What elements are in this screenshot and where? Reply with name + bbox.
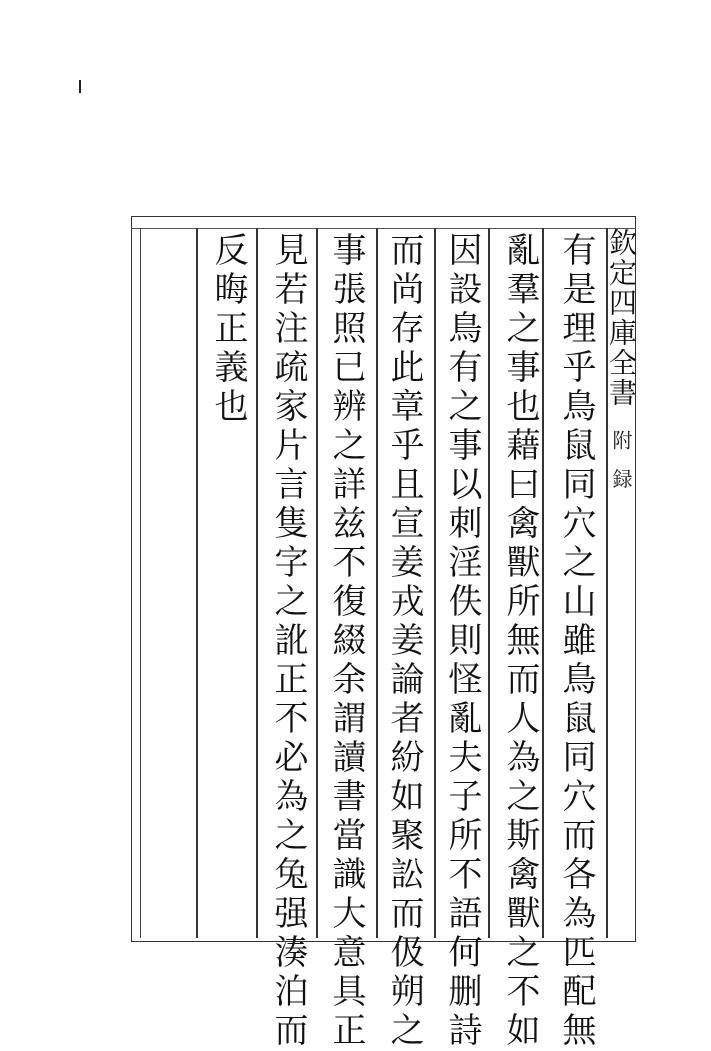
text-column-5: 事張照已辨之詳兹不復綴余謂讀書當識大意具正 bbox=[326, 232, 366, 1051]
column-rule bbox=[376, 228, 378, 938]
text-column-4: 而尚存此章乎且宣姜戎姜論者紛如聚訟而伋朔之 bbox=[384, 232, 424, 1051]
book-title-margin: 欽定四庫全書 bbox=[605, 228, 638, 408]
text-column-7: 反晦正義也 bbox=[208, 232, 248, 427]
text-column-3: 因設鳥有之事以刺淫佚則怪亂夫子所不語何删詩 bbox=[442, 232, 482, 1051]
column-rule bbox=[196, 228, 198, 938]
column-rule bbox=[542, 228, 544, 938]
column-rule bbox=[434, 228, 436, 938]
column-rule bbox=[256, 228, 258, 938]
section-label-margin: 附 録 bbox=[609, 430, 633, 495]
column-rule bbox=[316, 228, 318, 938]
column-rule bbox=[488, 228, 490, 938]
text-column-1: 有是理乎鳥鼠同穴之山雖鳥鼠同穴而各為匹配無 bbox=[556, 232, 596, 1051]
text-column-6: 見若注疏家片言隻字之訛正不必為之兔强湊泊而 bbox=[268, 232, 308, 1051]
text-column-2: 亂羣之事也藉曰禽獸所無而人為之斯禽獸之不如 bbox=[500, 232, 540, 1051]
margin-tick-mark bbox=[79, 80, 81, 93]
